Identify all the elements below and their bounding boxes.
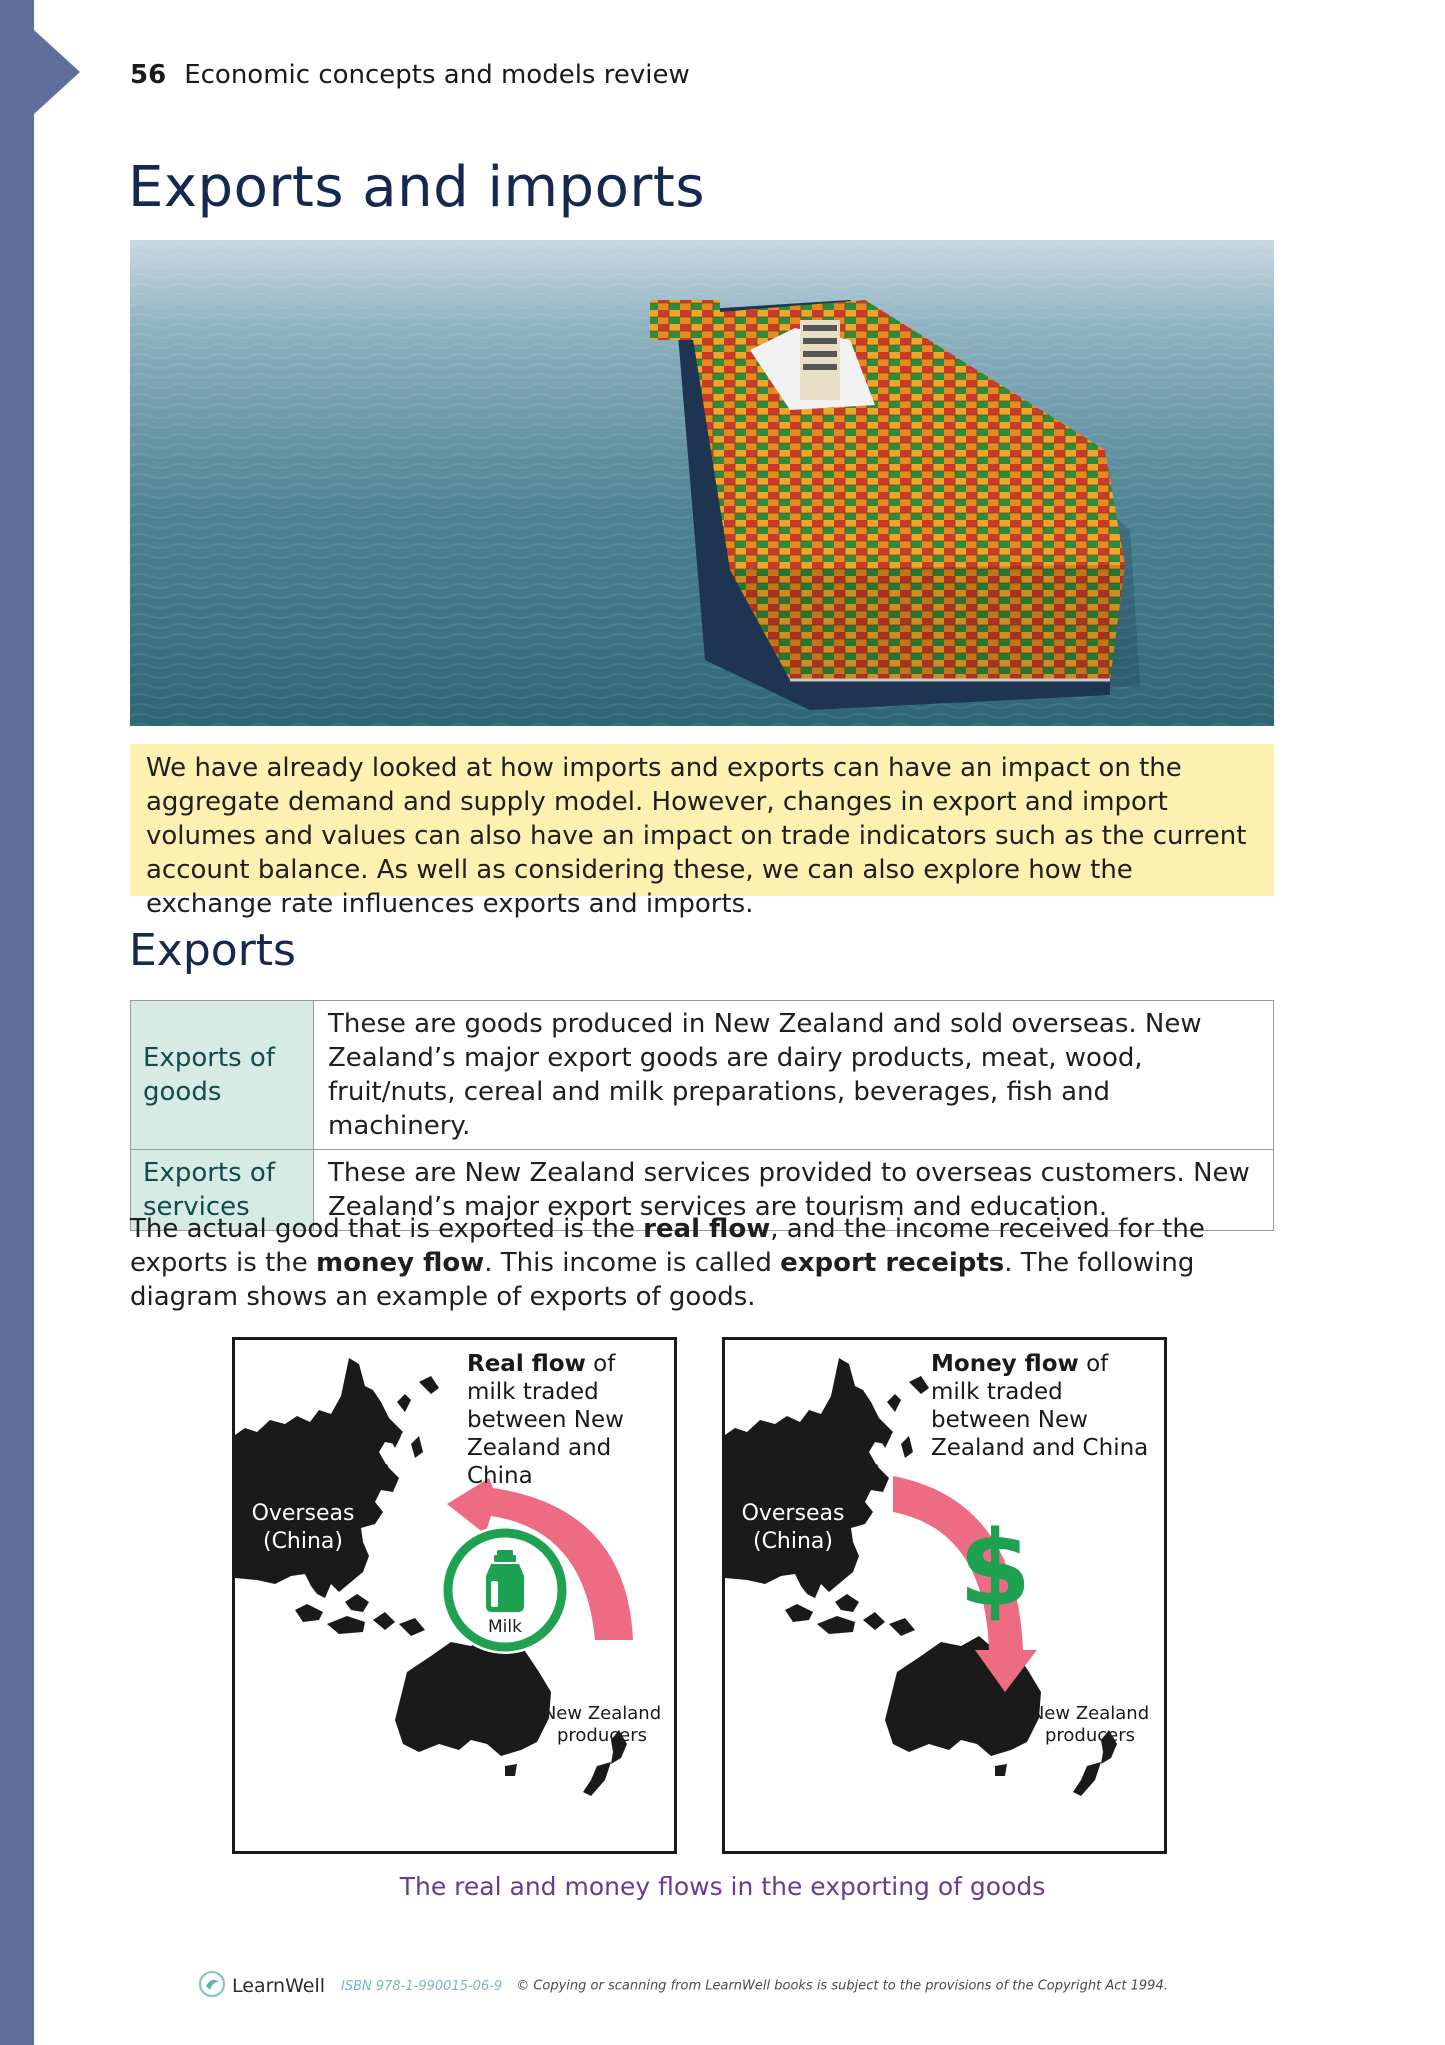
term-export-receipts: export receipts <box>780 1248 1005 1278</box>
nz-label-line: producers <box>1044 1725 1136 1746</box>
footer-brand: LearnWell <box>232 1975 326 1997</box>
running-header <box>130 60 690 90</box>
table-row <box>131 1001 1274 1150</box>
nz-producers-label <box>537 1703 667 1747</box>
intro-callout: We have already looked at how imports and exports can have an impact on the aggregate demand and supply model. However, changes in export and import volumes and values can also have an impact on trade indicators such as the current account balance. As well as considering these, we can also explore how the exchange rate influences exports and imports. <box>130 744 1274 896</box>
nz-label-line: New Zealand <box>1030 1703 1150 1724</box>
table-description: These are New Zealand services provided to overseas customers. New Zealand’s major export services are tourism and education. <box>314 1150 1274 1231</box>
overseas-label <box>243 1500 363 1556</box>
nz-label-line: producers <box>556 1725 648 1746</box>
heading-bold: Real flow <box>467 1351 586 1377</box>
overseas-label-line: (China) <box>752 1529 833 1554</box>
table-term: Exports of goods <box>131 1001 314 1150</box>
term-real-flow: real flow <box>643 1214 771 1244</box>
table-term: Exports of services <box>131 1150 314 1231</box>
milk-label: Milk <box>488 1617 522 1637</box>
term-money-flow: money flow <box>316 1248 485 1278</box>
real-flow-heading <box>467 1350 667 1490</box>
page-title: Exports and imports <box>128 155 706 220</box>
overseas-label-line: Overseas <box>741 1501 845 1526</box>
nz-label-line: New Zealand <box>542 1703 662 1724</box>
page-footer <box>198 1970 1168 2002</box>
exports-table <box>130 1000 1274 1231</box>
heading-rest: of milk traded between New Zealand and China <box>467 1351 624 1489</box>
money-flow-heading <box>931 1350 1151 1462</box>
figure-caption: The real and money flows in the exporting of goods <box>399 1872 1046 1901</box>
running-title: Economic concepts and models review <box>184 60 690 90</box>
page-tab <box>34 30 80 114</box>
overseas-label <box>733 1500 853 1556</box>
overseas-label-line: (China) <box>262 1529 343 1554</box>
container-ship-photo <box>130 240 1274 726</box>
learnwell-logo-icon <box>198 1970 226 2002</box>
body-text: . This income is called <box>484 1248 781 1278</box>
heading-bold: Money flow <box>931 1351 1079 1377</box>
page-number: 56 <box>130 60 167 90</box>
body-text: , and the income received for the exports is the <box>130 1214 1205 1278</box>
body-text: The actual good that is exported is the <box>130 1214 644 1244</box>
footer-copyright: © Copying or scanning from LearnWell books is subject to the provisions of the Copyright Act 1994. <box>516 1978 1168 1994</box>
nz-producers-label <box>1025 1703 1155 1747</box>
dollar-icon: $ <box>958 1508 1032 1630</box>
body-text: . The following diagram shows an example of exports of goods. <box>130 1248 1195 1312</box>
section-heading-exports: Exports <box>129 925 296 976</box>
footer-isbn: ISBN 978-1-990015-06-9 <box>341 1978 503 1994</box>
overseas-label-line: Overseas <box>251 1501 355 1526</box>
body-paragraph <box>130 1212 1280 1314</box>
money-flow-diagram <box>722 1337 1167 1854</box>
real-flow-diagram <box>232 1337 677 1854</box>
table-description: These are goods produced in New Zealand and sold overseas. New Zealand’s major export goods are dairy products, meat, wood, fruit/nuts, cereal and milk preparations, beverages, fish and machinery. <box>314 1001 1274 1150</box>
heading-rest: of milk traded between New Zealand and China <box>931 1351 1149 1461</box>
side-bar <box>0 0 34 2045</box>
